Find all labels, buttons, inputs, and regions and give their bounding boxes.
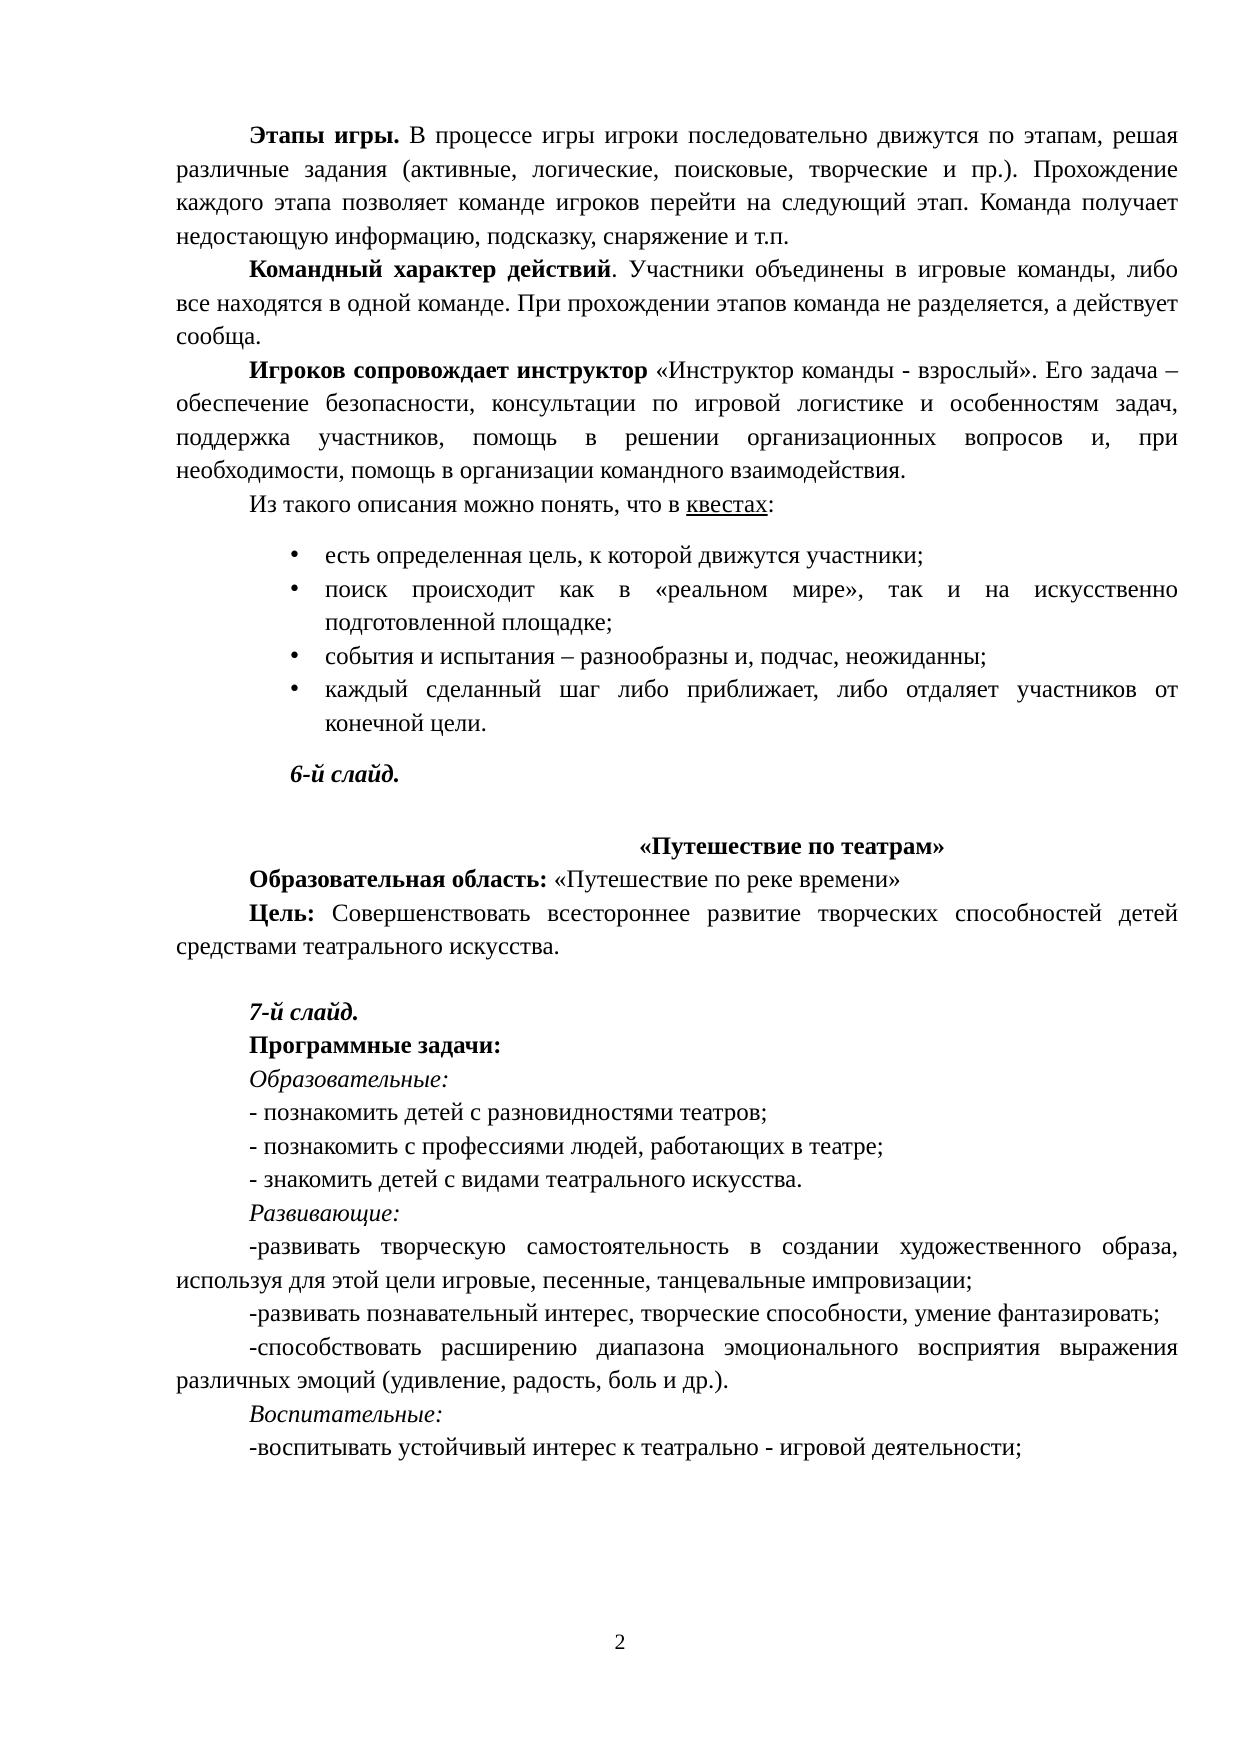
paragraph-instructor xyxy=(176,354,1178,488)
text-instructor: «Инструктор команды - взрослый». Его задача – обеспечение безопасности, консультации по игровой логистике и особенностям задач, поддержка участников, помощь в решении организационных вопросов и, при необходимости, помощь в организации командного взаимодействия. xyxy=(176,356,1178,484)
label-educational-area: Образовательная область: xyxy=(249,866,548,893)
text-team-character: . Участники объединены в игровые команды, либо все находятся в одной команде. При прохождении этапов команда не разделяется, а действует сообща. xyxy=(176,256,1178,350)
list-item: • события и испытания – разнообразны и, подчас, неожиданны; xyxy=(325,640,1178,674)
text-quests-intro: Из такого описания можно понять, что в xyxy=(249,490,687,518)
label-goal: Цель: xyxy=(249,899,316,927)
developing-item: -развивать познавательный интерес, творческие способности, умение фантазировать; xyxy=(249,1300,1161,1327)
paragraph-quests-intro xyxy=(176,488,1178,522)
slide-6-label: 6-й слайд. xyxy=(290,761,400,788)
term-instructor: Игроков сопровождает инструктор xyxy=(249,356,648,384)
quest-features-list xyxy=(176,539,1178,740)
upbringing-heading: Воспитательные: xyxy=(249,1400,444,1428)
page-number: 2 xyxy=(614,1629,626,1654)
term-game-stages: Этапы игры. xyxy=(249,122,400,149)
educational-item: - познакомить детей с разновидностями театров; xyxy=(249,1099,768,1126)
page-content xyxy=(176,119,1178,1465)
list-item: • поиск происходит как в «реальном мире», так и на искусственно подготовленной площадке; xyxy=(325,573,1178,640)
paragraph-educational-area xyxy=(176,863,1178,897)
term-quests: квестах xyxy=(686,490,768,518)
educational-heading: Образовательные: xyxy=(249,1065,450,1093)
developing-heading: Развивающие: xyxy=(249,1199,401,1227)
paragraph-goal xyxy=(176,897,1178,964)
slide-7-label: 7-й слайд. xyxy=(249,998,359,1026)
list-item: • есть определенная цель, к которой движутся участники; xyxy=(325,539,1178,573)
value-goal: Совершенствовать всестороннее развитие творческих способностей детей средствами театрального искусства. xyxy=(176,899,1178,960)
section-title: «Путешествие по театрам» xyxy=(639,832,945,860)
developing-item: -способствовать расширению диапазона эмоционального восприятия выражения различных эмоций (удивление, радость, боль и др.). xyxy=(176,1333,1178,1394)
paragraph-game-stages xyxy=(176,119,1178,253)
list-item: • каждый сделанный шаг либо приближает, либо отдаляет участников от конечной цели. xyxy=(325,673,1178,740)
developing-item: -развивать творческую самостоятельность в создании художественного образа, используя для этой цели игровые, песенные, танцевальные импровизации; xyxy=(176,1233,1178,1294)
value-educational-area: «Путешествие по реке времени» xyxy=(547,866,901,893)
term-team-character: Командный характер действий xyxy=(249,256,612,283)
paragraph-team-character xyxy=(176,253,1178,354)
text-game-stages: В процессе игры игроки последовательно движутся по этапам, решая различные задания (активные, логические, поисковые, творческие и пр.). Прохождение каждого этапа позволяет команде игроков перейти на следующий этап. Команда получает недостающую информацию, подсказку, снаряжение и т.п. xyxy=(176,122,1178,250)
educational-item: - знакомить детей с видами театрального искусства. xyxy=(249,1166,803,1193)
tasks-heading: Программные задачи: xyxy=(249,1032,502,1059)
upbringing-item: -воспитывать устойчивый интерес к театрально - игровой деятельности; xyxy=(249,1434,1023,1461)
educational-item: - познакомить с профессиями людей, работающих в театре; xyxy=(249,1132,884,1160)
text-quests-colon: : xyxy=(767,490,775,518)
